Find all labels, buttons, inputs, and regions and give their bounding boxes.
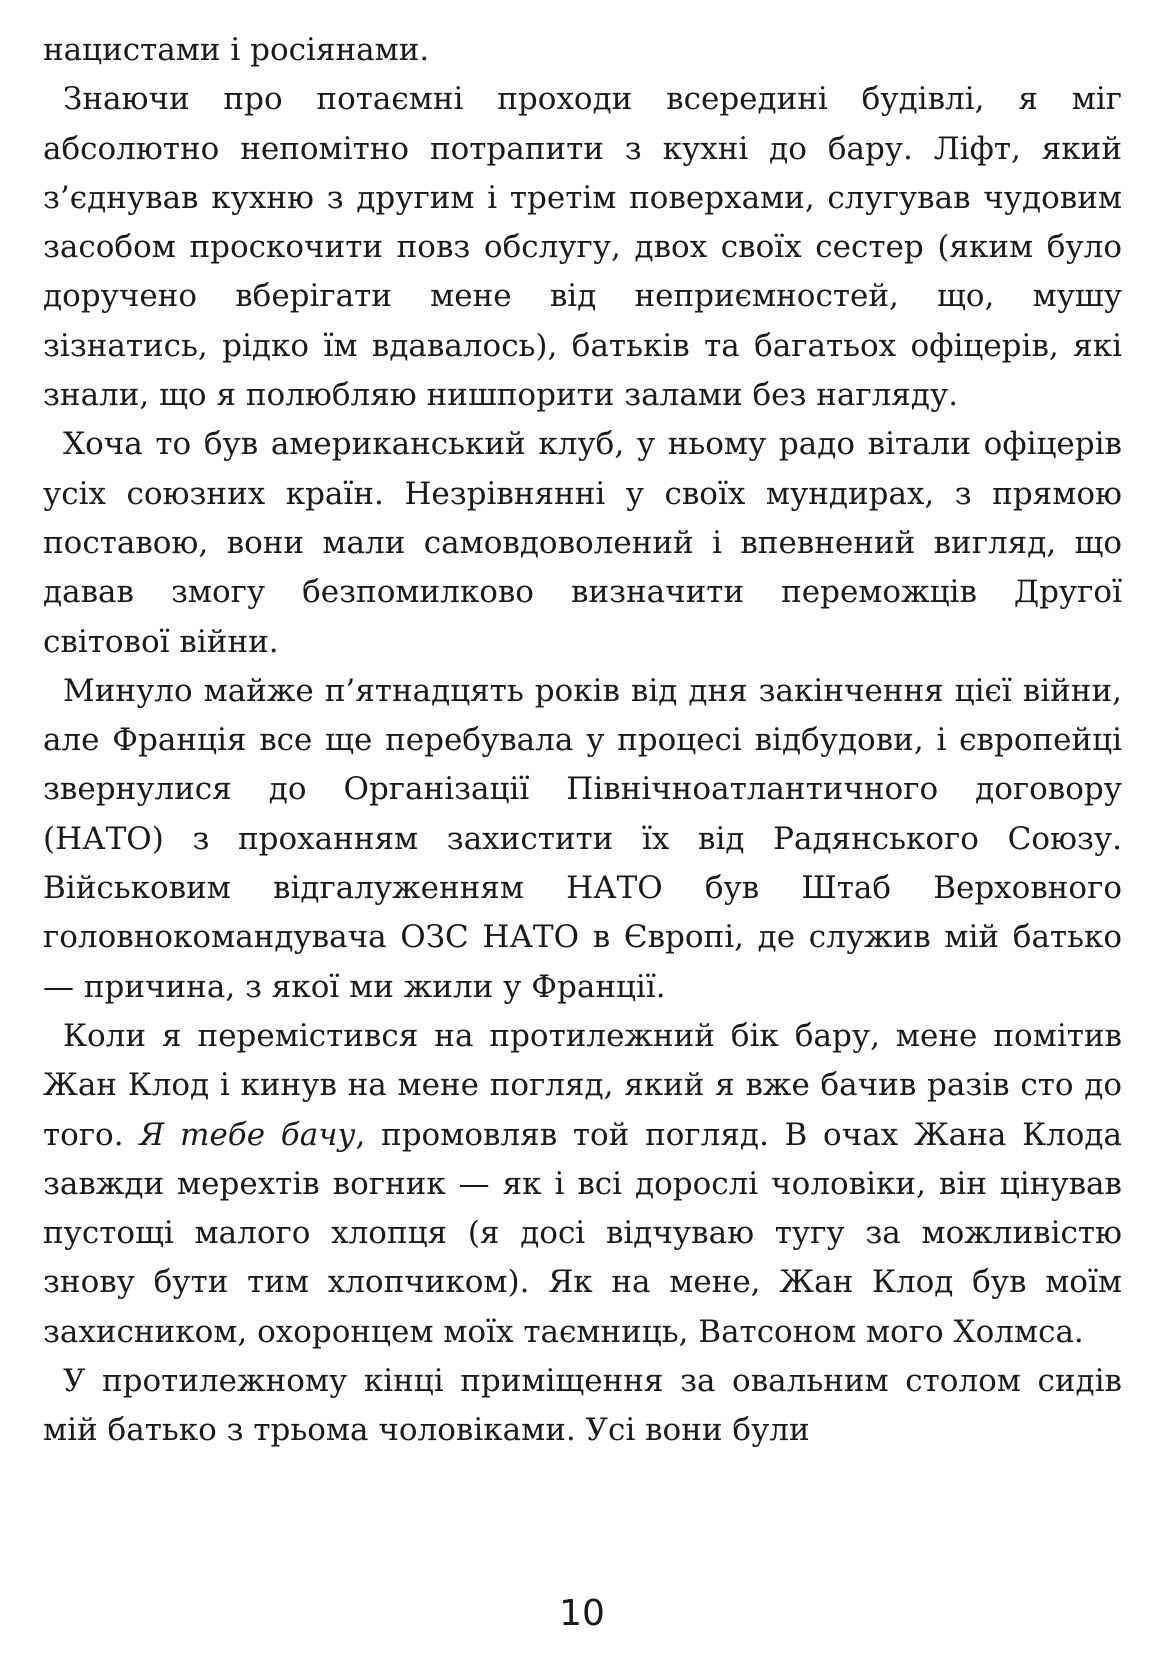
- paragraph-1: [43, 26, 1122, 75]
- paragraph-3: [43, 420, 1122, 666]
- paragraph-4: [43, 667, 1122, 1012]
- paragraph-5-text-end: , промовляв той погляд. В очах Жана Клода завжди мерехтів вогник — як і всі дорослі чоловіки, він цінував пустощі малого хлопця (я досі відчуваю тугу за можливістю знову бути тим хлопчиком). Як на мене, Жан Клод був моїм захисником, охоронцем моїх таємниць, Ватсоном мого Холмса.: [43, 1116, 1122, 1350]
- paragraph-6: [43, 1357, 1122, 1456]
- paragraph-2-text: Знаючи про потаємні проходи всередині будівлі, я міг абсолютно непомітно потрапити з кухні до бару. Ліфт, який з’єднував кухню з другим і третім поверхами, слугував чудовим засобом проскочити повз обслугу, двох своїх сестер (яким було доручено вберігати мене від неприємностей, що, мушу зізнатись, рідко їм вдавалось), батьків та багатьох офіцерів, які знали, що я полюбляю нишпорити залами без нагляду.: [43, 81, 1122, 414]
- paragraph-5-italic-phrase: Я тебе бачу: [139, 1116, 356, 1153]
- paragraph-2: [43, 75, 1122, 420]
- page-body: [43, 26, 1122, 1586]
- paragraph-5: [43, 1012, 1122, 1357]
- page-number: 10: [559, 1593, 605, 1634]
- paragraph-4-text: Минуло майже п’ятнадцять років від дня закінчення цієї війни, але Франція все ще перебувала у процесі відбудови, і європейці звернулися до Організації Північноатлантичного договору (НАТО) з проханням захистити їх від Радянського Союзу. Військовим відгалуженням НАТО був Штаб Верховного головнокомандувача ОЗС НАТО в Європі, де служив мій батько — причина, з якої ми жили у Франції.: [43, 672, 1122, 1005]
- paragraph-6-text: У протилежному кінці приміщення за овальним столом сидів мій батько з трьома чоловіками. Усі вони були: [43, 1363, 1122, 1449]
- paragraph-1-text: нацистами і росіянами.: [43, 32, 430, 68]
- paragraph-5-text-start: Коли я перемістився на протилежний бік бару, мене помітив Жан Клод і кинув на мене погляд, який я вже бачив разів сто до того.: [43, 1017, 1122, 1153]
- paragraph-3-text: Хоча то був американський клуб, у ньому радо вітали офіцерів усіх союзних країн. Незрівнянні у своїх мундирах, з прямою поставою, вони мали самовдоволений і впевнений вигляд, що давав змогу безпомилково визначити переможців Другої світової війни.: [43, 426, 1122, 660]
